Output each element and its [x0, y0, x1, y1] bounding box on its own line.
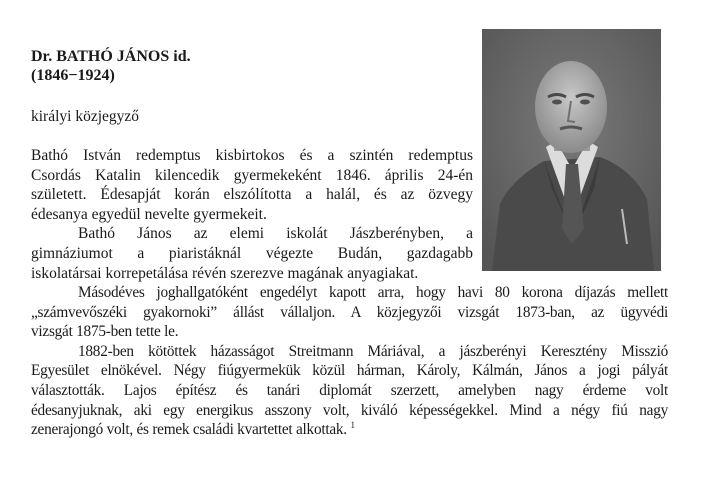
portrait-icon: [482, 29, 661, 271]
person-heading: [31, 47, 191, 85]
person-name: Dr. BATHÓ JÁNOS id.: [31, 48, 191, 65]
text-line: vizsgát 1875-ben tette le.: [31, 323, 179, 341]
text-line: Csordás Katalin kilencedik gyermekeként 1846. április 24-én: [31, 166, 473, 184]
body-text-upper: [31, 146, 473, 283]
text-line: iskolatársai korrepetálása révén szerezve magának anyagiakat.: [31, 264, 419, 282]
footnote-marker[interactable]: 1: [350, 420, 355, 431]
text-line: 1882-ben kötöttek házasságot Streitmann Máriával, a jászberényi Keresztény Misszió: [78, 342, 668, 360]
text-line: született. Édesapját korán elszólította a halál, és az özvegy: [31, 186, 473, 204]
text-line: választották. Lajos építész és tanári diplomát szerzett, amelyben nagy érdeme volt: [31, 381, 668, 399]
text-line: Egyesület elnökével. Négy fiúgyermekük közül hárman, Károly, Kálmán, János a jogi pályát: [31, 362, 668, 380]
text-line: Bathó István redemptus kisbirtokos és a szintén redemptus: [31, 147, 473, 164]
text-line: édesanyjuknak, aki egy energikus asszony volt, kiváló képességekkel. Mind a négy fiú nagy: [31, 401, 668, 419]
text-line: „számvevőszéki gyakornoki” állást vállaljon. A közjegyzői vizsgát 1873-ban, az ügyvédi: [31, 303, 668, 321]
body-text-lower: [31, 283, 668, 440]
text-line: Másodéves joghallgatóként engedélyt kapott arra, hogy havi 80 korona díjazás mellett: [78, 284, 668, 301]
text-line-content: zenerajongó volt, és remek családi kvartettet alkottak.: [31, 421, 347, 439]
text-line: édesanya egyedül nevelte gyermekeit.: [31, 205, 267, 223]
portrait-photo: [482, 29, 661, 271]
person-years: (1846−1924): [31, 67, 115, 84]
paragraph: [31, 224, 473, 283]
text-line: gimnáziumot a piaristáknál végezte Budán, gazdagabb: [31, 244, 473, 262]
person-occupation: királyi közjegyző: [31, 108, 140, 125]
text-line-final: [31, 420, 668, 440]
paragraph: [31, 146, 473, 224]
paragraph: [31, 283, 668, 342]
paragraph: [31, 342, 668, 440]
text-line: Bathó János az elemi iskolát Jászberényben, a: [78, 225, 473, 243]
